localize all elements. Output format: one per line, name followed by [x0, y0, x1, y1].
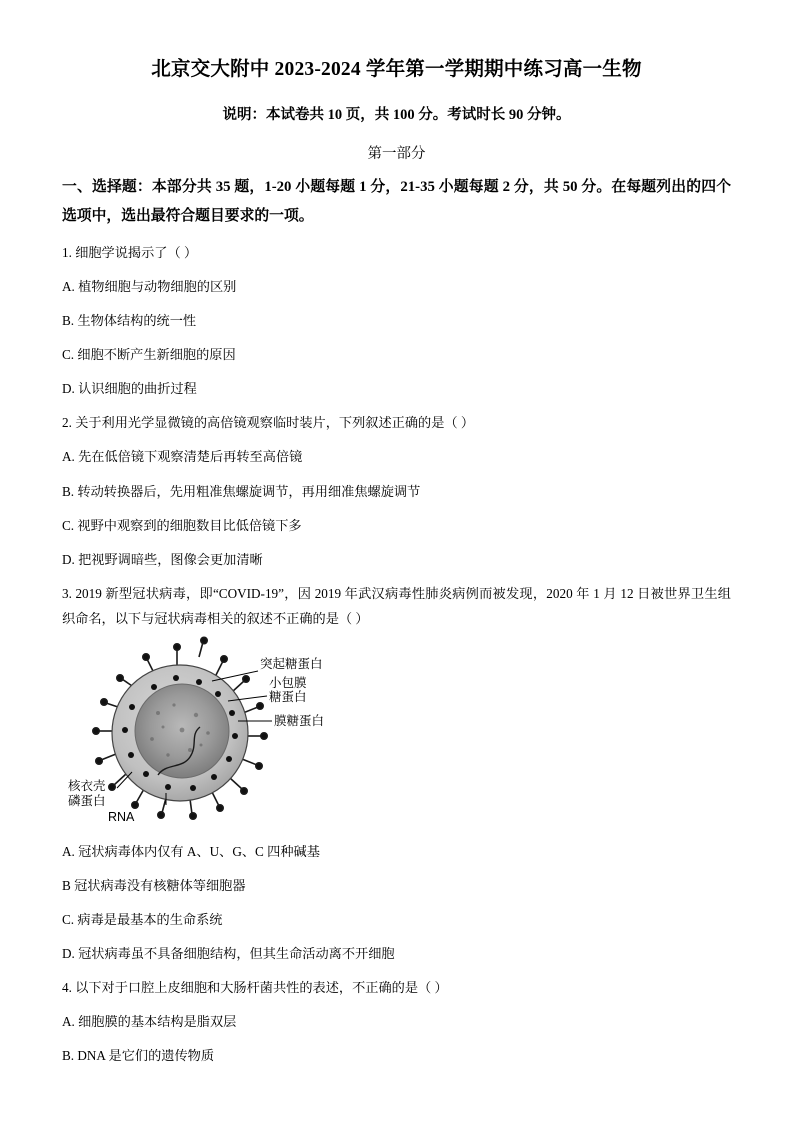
option-d: D. 认识细胞的曲折过程 — [62, 381, 197, 397]
coronavirus-diagram — [62, 635, 731, 830]
section-instruction: 一、选择题：本部分共 35 题，1-20 小题每题 1 分，21-35 小题每题 2 分，共 50 分。在每题列出的四个选项中，选出最符合题目要求的一项。 — [62, 179, 731, 225]
option-b: B 冠状病毒没有核糖体等细胞器 — [62, 878, 246, 893]
figure-label-nucleocapsid: 核衣壳 — [68, 778, 106, 793]
question-4 — [62, 975, 731, 1068]
option-c: C. 视野中观察到的细胞数目比低倍镜下多 — [62, 517, 302, 533]
figure-label-rna: RNA — [108, 809, 135, 824]
option-b: B. 生物体结构的统一性 — [62, 313, 197, 329]
question-2 — [62, 410, 731, 571]
question-stem: 1. 细胞学说揭示了（ ） — [62, 244, 198, 260]
option-a: A. 细胞膜的基本结构是脂双层 — [62, 1014, 237, 1030]
option-c: C. 病毒是最基本的生命系统 — [62, 912, 223, 928]
option-d: D. 把视野调暗些，图像会更加清晰 — [62, 551, 263, 567]
question-3 — [62, 581, 731, 966]
option-b: B. 转动转换器后，先用粗准焦螺旋调节，再用细准焦螺旋调节 — [62, 483, 421, 499]
option-d: D. 冠状病毒虽不具备细胞结构，但其生命活动离不开细胞 — [62, 946, 395, 962]
question-stem: 2. 关于利用光学显微镜的高倍镜观察临时装片，下列叙述正确的是（ ） — [62, 415, 475, 431]
page-title: 北京交大附中 2023-2024 学年第一学期期中练习高一生物 — [151, 59, 642, 80]
option-a: A. 冠状病毒体内仅有 A、U、G、C 四种碱基 — [62, 843, 320, 859]
question-stem: 3. 2019 新型冠状病毒，即“COVID-19”，因 2019 年武汉病毒性肺炎病例而被发现，2020 年 1 月 12 日被世界卫生组织命名，以下与冠状病毒相关的叙述不正确的是（ ） — [62, 585, 731, 626]
option-a: A. 先在低倍镜下观察清楚后再转至高倍镜 — [62, 449, 303, 465]
figure-label-small-envelope: 小包膜 — [269, 675, 307, 690]
part-heading: 第一部分 — [367, 146, 426, 163]
question-1 — [62, 240, 731, 401]
figure-label-phosphoprotein: 磷蛋白 — [68, 793, 106, 808]
exam-note: 说明：本试卷共 10 页，共 100 分。考试时长 90 分钟。 — [222, 107, 571, 124]
question-stem: 4. 以下对于口腔上皮细胞和大肠杆菌共性的表述，不正确的是（ ） — [62, 980, 448, 996]
figure-label-spike-glycoprotein: 突起糖蛋白 — [260, 656, 323, 671]
option-b: B. DNA 是它们的遗传物质 — [62, 1048, 215, 1064]
option-a: A. 植物细胞与动物细胞的区别 — [62, 279, 237, 295]
figure-label-membrane-glycoprotein: 膜糖蛋白 — [274, 713, 325, 728]
option-c: C. 细胞不断产生新细胞的原因 — [62, 347, 236, 363]
figure-label-glycoprotein: 糖蛋白 — [269, 689, 307, 704]
